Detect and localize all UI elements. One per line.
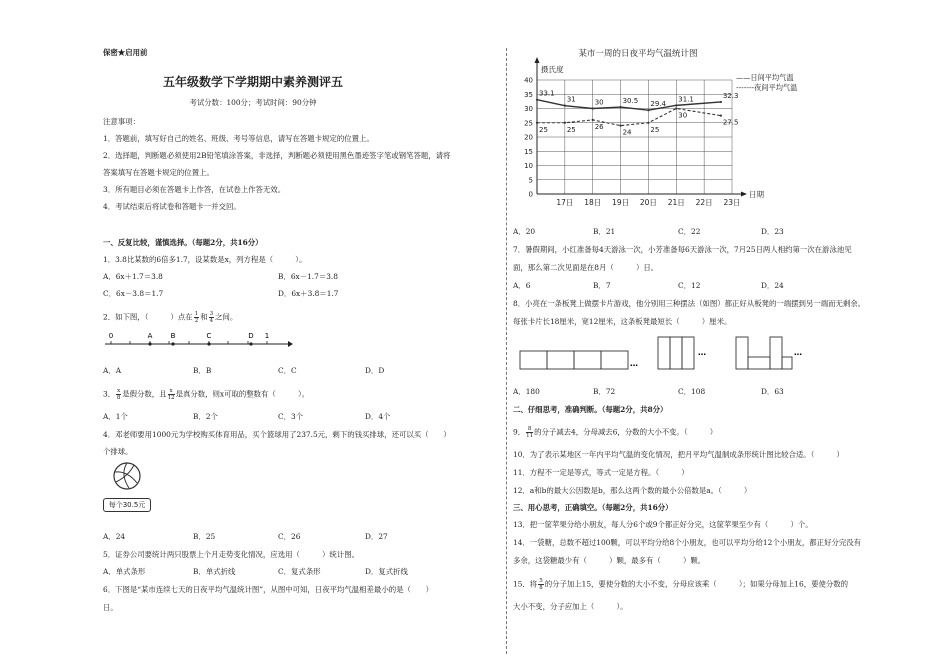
q4-option-b: B．25 <box>193 532 216 541</box>
day-data-label: 29.4 <box>650 100 667 109</box>
q6-option-d: D．23 <box>761 227 784 236</box>
temperature-line-chart <box>510 44 798 214</box>
day-data-label: 30.5 <box>622 97 639 106</box>
number-line <box>103 330 293 352</box>
q10-stem: 10．为了表示某地区一年内平均气温的变化情况，把月平均气温制成条形统计图比较合适。（ ） <box>513 450 844 459</box>
x-axis-label: 日期 <box>749 190 764 199</box>
x-tick-label: 20日 <box>639 198 657 207</box>
q2-option-a: A．A <box>103 366 122 375</box>
q2-option-d: D．D <box>365 366 385 375</box>
x-axis-arrow <box>741 192 747 197</box>
y-tick-label: 10 <box>524 162 533 170</box>
ellipsis-text: … <box>698 348 706 357</box>
y-tick-label: 30 <box>524 105 533 113</box>
q8-stem: 8．小亮在一条板凳上做摆卡片游戏，他分别用三种摆法（如图）都正好从板凳的一端摆到另一端而无剩余。 <box>513 299 866 308</box>
q12-stem: 12．a和b的最大公因数是b，那么这两个数的最小公倍数是a。（ ） <box>513 486 752 495</box>
x-tick-label: 22日 <box>695 198 713 207</box>
night-data-label: 30 <box>678 111 688 120</box>
q1-option-b: B．6x－1.7＝3.8 <box>278 272 338 281</box>
price-tag: 每个30.5元 <box>103 498 151 512</box>
y-tick-label: 0 <box>528 190 533 199</box>
number-line-label: B <box>170 332 176 340</box>
q14-stem-line2: 多余，这袋糖最少有（ ）颗，最多有（ ）颗。 <box>513 556 706 565</box>
q5-stem: 5．证券公司要统计两只股票上个月走势变化情况，应选用（ ）统计图。 <box>103 550 359 559</box>
y-tick-label: 35 <box>524 90 533 99</box>
q13-stem: 13．把一筐苹果分给小朋友，每人分6个或9个都正好分完，这筐苹果至少有（ ）个。 <box>513 520 813 529</box>
q7-stem-line2: 面，那么第二次见面是在8月（ ）日。 <box>513 263 659 272</box>
day-data-point <box>619 106 621 108</box>
q11-stem: 11．方程不一定是等式，等式一定是方程。（ ） <box>513 468 689 477</box>
y-tick-label: 25 <box>524 119 533 128</box>
q3-option-b: B．2个 <box>193 412 218 421</box>
day-data-point <box>720 101 722 103</box>
point-a <box>148 342 151 345</box>
day-data-label: 32.3 <box>722 91 739 100</box>
fraction-three-quarters: $\frac{3}{4}$ <box>209 311 214 324</box>
x-tick-label: 19日 <box>612 198 630 207</box>
q7-option-a: A．6 <box>513 281 531 290</box>
q4-option-c: C．26 <box>278 532 301 541</box>
night-data-label: 25 <box>650 125 660 134</box>
q8-option-a: A．180 <box>513 387 540 396</box>
day-data-label: 31 <box>566 95 576 104</box>
x-tick-label: 21日 <box>667 198 685 207</box>
night-data-point <box>647 122 649 124</box>
q4-stem: 4．邓老师要用1000元为学校购买体育用品，买个篮球用了237.5元，剩下的钱买排球，还可以买（ ） <box>103 430 451 439</box>
night-data-label: 26 <box>594 122 604 131</box>
q4-option-a: A．24 <box>103 532 126 541</box>
legend-night: -------夜间平均气温 <box>736 83 798 92</box>
night-data-label: 25 <box>539 125 548 134</box>
q5-option-a: A．单式条形 <box>103 567 146 576</box>
q1-option-a: A．6x＋1.7＝3.8 <box>103 272 163 281</box>
q6-option-b: B．21 <box>593 227 616 236</box>
q4-stem-line2: 个排球。 <box>103 447 133 456</box>
notice-heading: 注意事项： <box>103 117 140 126</box>
x-tick-label: 17日 <box>556 198 574 207</box>
q7-option-c: C．12 <box>678 281 701 290</box>
page-title: 五年级数学下学期期中素养测评五 <box>162 75 343 89</box>
chart-title: 某市一周的日夜平均气温统计图 <box>578 49 698 59</box>
fraction-x-over-8: $\frac{x}{8}$ <box>116 388 121 401</box>
q5-option-d: D．复式折线 <box>365 567 408 576</box>
volleyball-icon <box>112 461 142 491</box>
y-axis-arrow <box>535 57 540 63</box>
notice-item: 1．答题前，填写好自己的姓名、班级、考号等信息，请写在答题卡规定的位置上。 <box>103 134 374 143</box>
q6-option-a: A．20 <box>513 227 536 236</box>
q7-stem: 7．暑假期间，小红准备每4天游泳一次，小芳准备每6天游泳一次，7月25日两人相约第一次在游泳池见 <box>513 245 852 254</box>
point-b <box>171 342 174 345</box>
q3-option-c: C．3个 <box>278 412 304 421</box>
day-data-point <box>592 107 594 109</box>
day-data-point <box>564 105 566 107</box>
notice-item: 答案填写在答题卡规定的位置上。 <box>103 168 214 177</box>
notice-item: 3．所有题目必须在答题卡上作答，在试卷上作答无效。 <box>103 185 286 194</box>
point-d <box>249 342 252 345</box>
notice-item: 4．考试结束后将试卷和答题卡一并交回。 <box>103 202 241 211</box>
ellipsis-text: … <box>794 348 802 357</box>
fraction-x-over-12: $\frac{x}{12}$ <box>167 388 175 401</box>
q9-stem: 9． $\frac{8}{11}$ 的分子减去4，分母减去6，分数的大小不变。（ ） <box>513 426 718 439</box>
q4-option-d: D．27 <box>365 532 388 541</box>
day-data-point <box>675 104 677 106</box>
q7-option-b: B．7 <box>593 281 611 290</box>
q3-option-a: A．1个 <box>103 412 128 421</box>
x-tick-label: 18日 <box>584 198 602 207</box>
day-data-label: 30 <box>594 98 604 107</box>
night-data-label: 25 <box>566 125 576 134</box>
card-arrangement-figure <box>512 333 812 373</box>
legend-day: ——日间平均气温 <box>736 73 794 82</box>
night-data-label: 24 <box>622 128 632 137</box>
day-data-label: 33.1 <box>539 89 555 98</box>
q1-stem: 1．3.8比某数的6倍多1.7，设某数是x，列方程是（ ）。 <box>103 255 307 264</box>
day-data-point <box>647 109 649 111</box>
column-divider <box>506 48 507 654</box>
q3-option-d: D．4个 <box>365 412 391 421</box>
number-line-label: C <box>206 332 212 340</box>
q7-option-d: D．24 <box>761 281 784 290</box>
q8-option-c: C．108 <box>678 387 706 396</box>
number-line-label: A <box>147 332 153 340</box>
ellipsis-text: … <box>630 359 638 368</box>
section2-heading: 二、仔细思考，准确判断。（每题2分，共8分） <box>513 405 668 414</box>
q8-option-b: B．72 <box>593 387 616 396</box>
q5-option-c: C．复式条形 <box>278 567 321 576</box>
q6-option-c: C．22 <box>678 227 701 236</box>
secret-label: 保密★启用前 <box>103 48 148 57</box>
y-tick-label: 15 <box>524 147 533 156</box>
q2-option-c: C．C <box>278 366 297 375</box>
exam-info: 考试分数：100分；考试时间：90分钟 <box>189 98 317 107</box>
y-tick-label: 40 <box>524 76 533 85</box>
q3-stem: 3． $\frac{x}{8}$ 是假分数，且 $\frac{x}{12}$ 是真分数，则x可取的整数有（ ）。 <box>103 388 310 401</box>
day-data-point <box>536 99 538 101</box>
fraction-one-half: $\frac{1}{2}$ <box>194 311 199 324</box>
section3-heading: 三、用心思考，正确填空。（每题2分，共16分） <box>513 503 673 512</box>
day-data-label: 31.1 <box>678 95 694 104</box>
number-line-label: 1 <box>264 332 270 340</box>
notice-item: 2．选择题，判断题必须使用2B铅笔填涂答案，非选择，判断题必须使用黑色墨迹签字笔或钢笔答题，请将 <box>103 151 451 160</box>
q6-stem: 6．下图是“某市连续七天的日夜平均气温统计图”，从图中可知，日夜平均气温相差最小的是（ ） <box>103 585 434 594</box>
x-tick-label: 23日 <box>723 198 741 207</box>
night-data-point <box>619 125 621 127</box>
q15-stem-line2: 大小不变，分子应加上（ ）。 <box>513 602 628 611</box>
q2-option-b: B．B <box>193 366 212 375</box>
night-data-point <box>720 115 722 117</box>
q2-stem: 2．如下图，（ ）点在 $\frac{1}{2}$ 和 $\frac{3}{4}$ 之间。 <box>103 311 238 324</box>
point-c <box>207 342 210 345</box>
number-line-label: D <box>248 332 254 340</box>
fraction-8-over-11: $\frac{8}{11}$ <box>526 426 534 439</box>
q5-option-b: B．单式折线 <box>193 567 236 576</box>
night-data-point <box>564 122 566 124</box>
y-tick-label: 5 <box>528 176 533 185</box>
q15-stem: 15．将 $\frac{5}{8}$ 的分子加上15，要使分数的大小不变，分母应该乘（ ）；如果分母加上16，要使分数的 <box>513 578 849 591</box>
number-line-label: 0 <box>108 332 114 340</box>
q14-stem: 14．一袋糖，总数不超过100颗，可以平均分给8个小朋友，也可以平均分给12个小朋友，都正好分完没有 <box>513 538 862 547</box>
night-data-point <box>536 122 538 124</box>
fraction-5-over-8: $\frac{5}{8}$ <box>539 578 543 591</box>
y-tick-label: 20 <box>524 133 533 142</box>
q6-stem-line2: 日。 <box>103 603 118 612</box>
section1-heading: 一、反复比较，谨慎选择。（每题2分，共16分） <box>103 238 263 247</box>
q1-option-c: C．6x－3.8＝1.7 <box>103 289 164 298</box>
q8-option-d: D．63 <box>761 387 784 396</box>
y-axis-label: 摄氏度 <box>541 65 564 74</box>
q8-stem-line2: 每张卡片长18厘米，宽12厘米，这条板凳最短长（ ）厘米。 <box>513 317 732 326</box>
night-data-point <box>592 119 594 121</box>
q1-option-d: D．6x＋3.8＝1.7 <box>278 289 339 298</box>
night-data-label: 27.5 <box>722 118 739 127</box>
night-data-point <box>675 107 677 109</box>
